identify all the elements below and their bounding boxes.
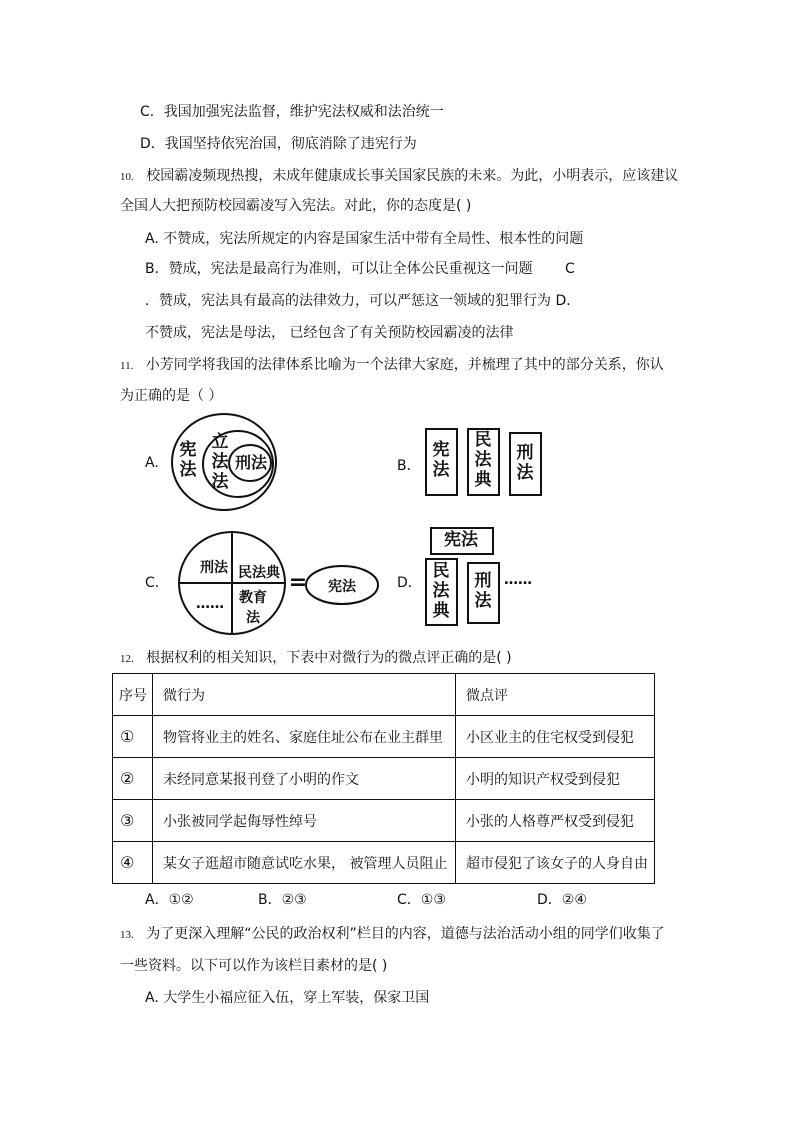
q11-c-quadrant-education: 教育 法 <box>239 590 267 626</box>
table-header-cell: 微行为 <box>153 674 456 716</box>
q9-option-c: C．我国加强宪法监督，维护宪法权威和法治统一 <box>140 104 444 120</box>
q13-stem-line1: 13. 为了更深入理解“公民的政治权利”栏目的内容，道德与法治活动小组的同学们收集了 <box>120 926 665 942</box>
table-header-cell: 序号 <box>113 674 153 716</box>
q10-option-c-letter: C <box>565 261 575 277</box>
q11-b-box1-text: 宪 法 <box>432 440 450 480</box>
q11-d-box1-text: 民 法 典 <box>432 561 450 621</box>
q13-stem-line2: 一些资料。以下可以作为该栏目素材的是( ) <box>120 958 388 974</box>
q11-stem-line1: 11. 小芳同学将我国的法律体系比喻为一个法律大家庭，并梳理了其中的部分关系，你认 <box>120 357 664 373</box>
q11-d-ellipsis: …… <box>504 572 532 588</box>
q12-number: 12. <box>120 653 134 665</box>
q11-a-outer-text: 宪 法 <box>179 440 197 480</box>
q11-b-box3-text: 刑 法 <box>516 443 534 483</box>
q11-label-a: A. <box>145 455 159 471</box>
table-cell: 小明的知识产权受到侵犯 <box>456 758 655 800</box>
table-cell: 某女子逛超市随意试吃水果， 被管理人员阻止 <box>153 842 456 884</box>
q11-c-ellipse-text: 宪法 <box>328 579 356 595</box>
q12-option-a: A．①② <box>145 892 194 908</box>
q10-number: 10. <box>120 171 134 183</box>
q11-b-box2-text: 民 法 典 <box>474 430 492 490</box>
q13-option-a: A. 大学生小福应征入伍，穿上军装，保家卫国 <box>145 990 430 1006</box>
q11-c-equals: = <box>288 570 308 595</box>
table-row <box>113 842 655 884</box>
q10-option-b: B．赞成，宪法是最高行为准则，可以让全体公民重视这一问题 <box>145 261 533 277</box>
table-cell: 小区业主的住宅权受到侵犯 <box>456 716 655 758</box>
q11-d-box2-text: 刑 法 <box>474 571 492 611</box>
table-cell: ① <box>113 716 153 758</box>
q10-stem-line1: 10. 校园霸凌频现热搜，未成年健康成长事关国家民族的未来。为此，小明表示，应该建议 <box>120 168 679 184</box>
q11-label-c: C． <box>145 575 169 591</box>
q10-stem-line2: 全国人大把预防校园霸凌写入宪法。对此，你的态度是( ) <box>120 198 472 214</box>
q12-option-d: D．②④ <box>537 892 587 908</box>
q11-c-quadrant-criminal: 刑法 <box>200 560 228 576</box>
q11-a-middle-text: 立 法 法 <box>211 432 229 492</box>
q10-option-d: 不赞成，宪法是母法， 已经包含了有关预防校园霸凌的法律 <box>145 325 514 341</box>
table-cell: 未经同意某报刊登了小明的作文 <box>153 758 456 800</box>
q13-number: 13. <box>120 929 134 941</box>
q12-stem: 12. 根据权利的相关知识，下表中对微行为的微点评正确的是( ) <box>120 650 512 666</box>
table-cell: 小张的人格尊严权受到侵犯 <box>456 800 655 842</box>
q12-option-b: B．②③ <box>258 892 307 908</box>
q11-d-top-text: 宪法 <box>444 530 478 550</box>
table-cell: ④ <box>113 842 153 884</box>
q12-table <box>112 673 655 884</box>
q11-a-inner-text: 刑法 <box>234 453 267 472</box>
q12-option-c: C．①③ <box>397 892 446 908</box>
q11-label-b: B． <box>397 458 421 474</box>
q10-option-a: A. 不赞成，宪法所规定的内容是国家生活中带有全局性、根本性的问题 <box>145 231 584 247</box>
table-row <box>113 800 655 842</box>
table-cell: 超市侵犯了该女子的人身自由 <box>456 842 655 884</box>
q11-c-quadrant-ellipsis: …… <box>196 596 224 612</box>
table-row <box>113 716 655 758</box>
q11-number: 11. <box>120 360 134 372</box>
q9-option-d: D．我国坚持依宪治国，彻底消除了违宪行为 <box>140 136 417 152</box>
table-cell: ③ <box>113 800 153 842</box>
table-header-cell: 微点评 <box>456 674 655 716</box>
q11-label-d: D． <box>397 575 422 591</box>
table-row <box>113 758 655 800</box>
table-cell: 小张被同学起侮辱性绰号 <box>153 800 456 842</box>
table-cell: ② <box>113 758 153 800</box>
table-header-row <box>113 674 655 716</box>
q11-stem-line2: 为正确的是（ ） <box>120 388 223 404</box>
q11-c-quadrant-civil: 民法典 <box>238 565 280 581</box>
table-cell: 物管将业主的姓名、家庭住址公布在业主群里 <box>153 716 456 758</box>
q10-option-c: ．赞成，宪法具有最高的法律效力，可以严惩这一领域的犯罪行为 D． <box>145 293 581 309</box>
